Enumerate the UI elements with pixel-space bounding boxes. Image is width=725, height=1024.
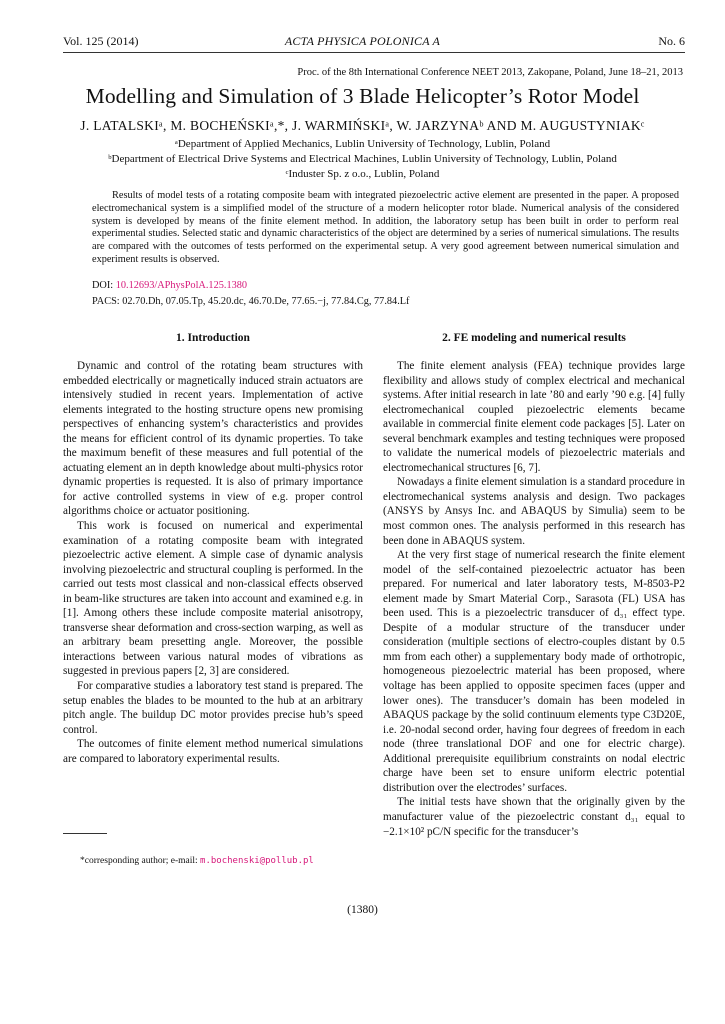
doi-line [92,280,247,291]
footnote [80,856,314,866]
paragraph: The finite element analysis (FEA) technique provides large flexibility and allows study of complex electrical and mechanical systems. After initial research in late ’80 and early ’90 e.g. [4] fully electromechanical coupled piezoelectric elements became available in commercial finite element code packages [5]. Later on several benchmark examples and testing techniques were proposed to validate the numerical models of piezoelectric materials and electromechanical structures [6, 7]. [383,360,685,474]
paragraph: The initial tests have shown that the originally given by the manufacturer value of the piezoelectric constant d₃₁ equal to −2.1×10² pC/N specific for the transducer’s [383,796,685,838]
header-rule [63,52,685,53]
email-link[interactable]: m.bochenski@pollub.pl [200,856,314,866]
doi-label: DOI: [92,280,114,291]
abstract: Results of model tests of a rotating composite beam with integrated piezoelectric active element are presented in the paper. A proposed electromechanical system is a simplified model of the structure of a modern helicopter rotor blade. Numerical analysis of the considered system is developed by means of the finite element method. In addition, the laboratory setup has been built in order to perform real experimental studies. Selected static and dynamic characteristics of the object are determined by a series of numerical simulations. The results are compared with the outcomes of tests performed on the experimental setup. A very good agreement between numerical simulation and experiment results is observed. [92,190,679,265]
pacs-codes: PACS: 02.70.Dh, 07.05.Tp, 45.20.dc, 46.70.De, 77.65.−j, 77.84.Cg, 77.84.Lf [92,296,410,307]
column-right [383,359,685,839]
page-number: (1380) [347,904,378,916]
proceedings-line: Proc. of the 8th International Conference NEET 2013, Zakopane, Poland, June 18–21, 2013 [297,67,683,78]
paragraph: This work is focused on numerical and experimental examination of a rotating composite beam with integrated piezoelectric active element. A simple case of dynamic analysis involving piezoelectric and structural coupling is performed. In the carried out tests most classical and non-classical effects observed in beam-like structures are taken into account and examined e.g. in [1]. Among others these include composite material anisotropy, transverse shear deformation and cross-section warping, as well as an arbitrary beam presetting angle. Moreover, the possible interactions between various natural modes of vibrations as suggested in previous papers [2, 3] are considered. [63,520,363,678]
journal-issue: No. 6 [658,34,685,48]
author-list: J. LATALSKIᵃ, M. BOCHEŃSKIᵃ,*, J. WARMIŃSKIᵃ, W. JARZYNAᵇ AND M. AUGUSTYNIAKᶜ [80,118,645,133]
paper-title: Modelling and Simulation of 3 Blade Helicopter’s Rotor Model [85,84,640,108]
paragraph: For comparative studies a laboratory test stand is prepared. The setup enables the blades to be mounted to the hub at an arbitrary pitch angle. The buildup DC motor provides precise hub’s speed control. [63,680,363,736]
paragraph: Nowadays a finite element simulation is a standard procedure in electromechanical systems analysis and design. Two packages (ANSYS by Ansys Inc. and ABAQUS by Simulia) seem to be most common ones. The analysis performed in this research has been done in ABAQUS system. [383,476,685,547]
paragraph: At the very first stage of numerical research the finite element model of the self-contained piezoelectric actuator has been prepared. For numerical and later laboratory tests, M-8503-P2 element made by Smart Material Corp., Sarasota (FL) USA has been used. This is a piezoelectric transducer of d₃₁ effect type. Despite of a modular structure of the transducer under consideration (multiple sections of electro-couples distant by 0.5 mm from each other) a supplementary body made of orthotropic, homogeneous piezoelectric material has been proposed, where voltage has been applied to opposite specimen faces (upper and lower ones). The transducer’s domain has been modeled in ABAQUS package by the solid continuum elements type C3D20E, i.e. 20-nodal second order, having four degrees of freedom in each node (three translational DOF and one for electric charge). Additional prerequisite equilibrium constraints on nodal electric charge have been set to ensure uniform electric potential distribution over the electrodes’ surfaces. [383,549,685,794]
journal-name: ACTA PHYSICA POLONICA A [284,34,441,48]
footnote-rule [63,833,107,834]
affiliation-a: ᵃDepartment of Applied Mechanics, Lublin University of Technology, Lublin, Poland [174,138,551,150]
footnote-text: *corresponding author; e-mail: [80,856,201,866]
paragraph: The outcomes of finite element method numerical simulations are compared to laboratory experimental results. [63,738,363,765]
column-left [63,359,363,766]
affiliation-b: ᵇDepartment of Electrical Drive Systems and Electrical Machines, Lublin University of Technology, Lublin, Poland [108,153,617,165]
paragraph: Dynamic and control of the rotating beam structures with embedded electrically or magnetically induced strain actuators are intensively studied in recent years. Implementation of active elements integrated to the hosting structure opens new promising perspectives of enhancing system’s characteristics and provides the means for efficient control of its dynamic properties. To take the maximum benefit of these measures and full potential of the actuating element an in depth knowledge about multi-physics rotor dynamic properties is requested. It is also of primary importance for active controlled systems in view of e.g. proper control algorithms choice or actuator positioning. [63,360,363,518]
doi-link[interactable]: 10.12693/APhysPolA.125.1380 [115,280,248,291]
section-heading-fe-modeling: 2. FE modeling and numerical results [442,332,626,344]
affiliation-c: ᶜInduster Sp. z o.o., Lublin, Poland [285,168,440,180]
section-heading-introduction: 1. Introduction [176,332,250,344]
journal-volume: Vol. 125 (2014) [63,34,139,48]
